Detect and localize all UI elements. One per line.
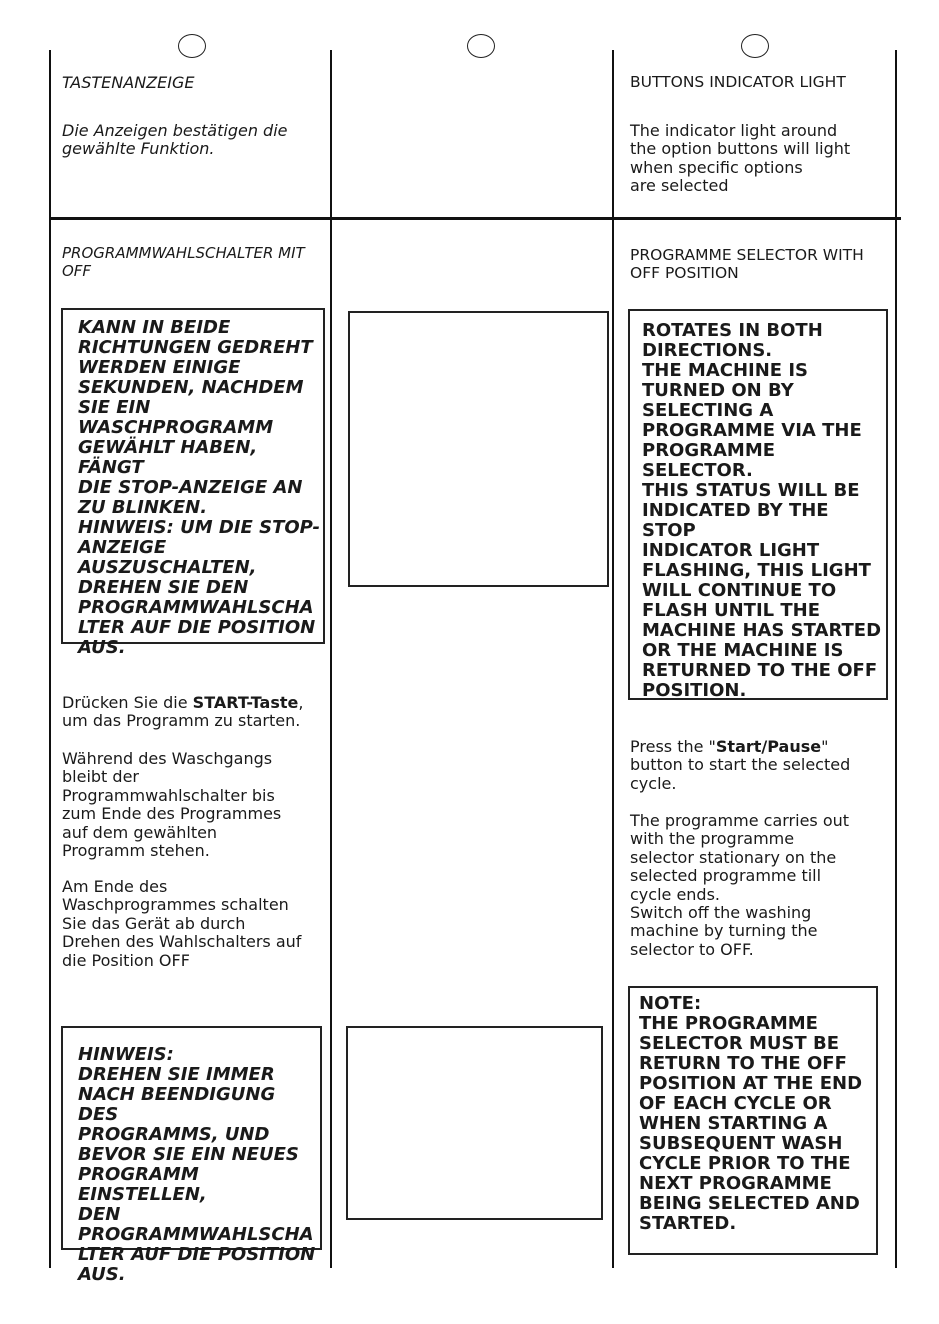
warning-line: AUSZUSCHALTEN, xyxy=(78,557,257,578)
note-line: LTER AUF DIE POSITION xyxy=(78,1244,316,1265)
note-line: THE PROGRAMME xyxy=(639,1013,818,1034)
warning-line: ANZEIGE xyxy=(78,537,167,558)
warning-line: PROGRAMMWAHLSCHA xyxy=(78,597,314,618)
warning-line: WERDEN EINIGE xyxy=(78,357,241,378)
warning-box-de xyxy=(61,308,325,658)
start-instruction-de: Drücken Sie die START-Taste, um das Programm zu starten. xyxy=(62,693,304,731)
note-line: NEXT PROGRAMME xyxy=(639,1173,832,1194)
note-line: PROGRAMMS, UND xyxy=(78,1124,270,1145)
warning-line: SELECTING A xyxy=(642,400,774,421)
warning-line: AUS. xyxy=(78,637,126,658)
warning-line: LTER AUF DIE POSITION xyxy=(78,617,316,638)
text-line: cycle ends. xyxy=(630,884,720,904)
during-wash-text-de xyxy=(62,750,281,860)
text-line: Waschprogrammes schalten xyxy=(62,895,289,915)
text-line: machine by turning the xyxy=(630,921,818,941)
note-line: STARTED. xyxy=(639,1213,737,1234)
note-line: CYCLE PRIOR TO THE xyxy=(639,1153,851,1174)
column-divider-left xyxy=(49,50,51,1268)
note-line: DEN xyxy=(78,1204,121,1225)
warning-line: DIE STOP-ANZEIGE AN xyxy=(78,477,303,498)
note-line: AUS. xyxy=(78,1264,126,1285)
text-line: auf dem gewählten xyxy=(62,822,218,842)
note-line: PROGRAMMWAHLSCHA xyxy=(78,1224,314,1245)
empty-box-middle-top xyxy=(348,311,609,587)
column-divider-middle-left xyxy=(330,50,332,1268)
text-line: are selected xyxy=(630,176,729,196)
warning-line: INDICATOR LIGHT xyxy=(642,540,820,561)
selector-heading-en: PROGRAMME SELECTOR WITH OFF POSITION xyxy=(630,246,864,282)
warning-line: GEWÄHLT HABEN, FÄNGT xyxy=(78,437,258,478)
warning-line: WASCHPROGRAMM xyxy=(78,417,274,438)
warning-box-en xyxy=(628,309,888,700)
text-line: Am Ende des xyxy=(62,877,168,896)
warning-line: RETURNED TO THE OFF xyxy=(642,660,878,681)
note-line: SUBSEQUENT WASH xyxy=(639,1133,843,1154)
warning-line: THE MACHINE IS xyxy=(642,360,809,381)
warning-line: TURNED ON BY xyxy=(642,380,794,401)
warning-line: ZU BLINKEN. xyxy=(78,497,208,518)
warning-line: FLASHING, THIS LIGHT xyxy=(642,560,871,581)
warning-line: MACHINE HAS STARTED xyxy=(642,620,882,641)
text-line: the option buttons will light xyxy=(630,139,851,159)
warning-line: RICHTUNGEN GEDREHT xyxy=(78,337,313,358)
note-line: HINWEIS: xyxy=(78,1044,174,1065)
warning-line: SEKUNDEN, NACHDEM xyxy=(78,377,304,398)
empty-box-middle-bottom xyxy=(346,1026,603,1220)
text-line: Sie das Gerät ab durch xyxy=(62,913,246,933)
column-divider-right xyxy=(895,50,897,1268)
start-instruction-en: Press the "Start/Pause" button to start the selected cycle. xyxy=(630,737,851,793)
warning-line: OR THE MACHINE IS xyxy=(642,640,844,661)
warning-line: KANN IN BEIDE xyxy=(78,317,231,338)
buttons-heading-de: TASTENANZEIGE xyxy=(62,73,195,92)
text-line: die Position OFF xyxy=(62,950,190,970)
note-line: PROGRAMM EINSTELLEN, xyxy=(78,1164,207,1205)
text-line: Während des Waschgangs xyxy=(62,749,273,768)
warning-line: PROGRAMME xyxy=(642,440,776,461)
note-line: SELECTOR MUST BE xyxy=(639,1033,839,1054)
end-wash-text-de xyxy=(62,878,301,970)
warning-line: SELECTOR. xyxy=(642,460,753,481)
note-line: WHEN STARTING A xyxy=(639,1113,828,1134)
warning-line: FLASH UNTIL THE xyxy=(642,600,821,621)
text-line: when specific options xyxy=(630,157,803,177)
text-line: Switch off the washing xyxy=(630,903,812,923)
section-divider xyxy=(49,217,901,220)
note-line: DREHEN SIE IMMER xyxy=(78,1064,275,1085)
buttons-text-en xyxy=(630,122,850,196)
text-line: Drehen des Wahlschalters auf xyxy=(62,932,302,952)
warning-line: THIS STATUS WILL BE xyxy=(642,480,860,501)
warning-line: PROGRAMME VIA THE xyxy=(642,420,862,441)
warning-line: HINWEIS: UM DIE STOP- xyxy=(78,517,320,538)
text-line: selector to OFF. xyxy=(630,939,754,959)
language-marker-en xyxy=(741,34,769,58)
note-line: POSITION AT THE END xyxy=(639,1073,863,1094)
note-line: OF EACH CYCLE OR xyxy=(639,1093,832,1114)
note-box-en xyxy=(628,986,878,1255)
warning-line: DIRECTIONS. xyxy=(642,340,773,361)
text-line: bleibt der xyxy=(62,767,139,787)
text-line: zum Ende des Programmes xyxy=(62,804,282,824)
note-line: BEING SELECTED AND xyxy=(639,1193,860,1214)
note-line: NACH BEENDIGUNG DES xyxy=(78,1084,276,1125)
warning-line: POSITION. xyxy=(642,680,747,701)
warning-line: DREHEN SIE DEN xyxy=(78,577,249,598)
warning-line: SIE EIN xyxy=(78,397,151,418)
note-line: BEVOR SIE EIN NEUES xyxy=(78,1144,299,1165)
text-line: with the programme xyxy=(630,829,795,849)
text-line: selected programme till xyxy=(630,866,822,886)
selector-heading-de: PROGRAMMWAHLSCHALTER MIT OFF xyxy=(62,244,305,280)
text-line: selector stationary on the xyxy=(630,847,837,867)
warning-line: ROTATES IN BOTH xyxy=(642,320,823,341)
buttons-text-de: Die Anzeigen bestätigen die gewählte Funktion. xyxy=(62,121,288,158)
note-line: RETURN TO THE OFF xyxy=(639,1053,847,1074)
text-line: The indicator light around xyxy=(630,121,838,140)
warning-line: WILL CONTINUE TO xyxy=(642,580,837,601)
text-line: The programme carries out xyxy=(630,811,850,830)
language-marker-middle xyxy=(467,34,495,58)
buttons-heading-en: BUTTONS INDICATOR LIGHT xyxy=(630,73,846,91)
text-line: Programmwahlschalter bis xyxy=(62,785,275,805)
language-marker-de xyxy=(178,34,206,58)
column-divider-middle-right xyxy=(612,50,614,1268)
note-box-de xyxy=(61,1026,322,1285)
note-line: NOTE: xyxy=(639,993,702,1014)
warning-line: INDICATED BY THE STOP xyxy=(642,500,829,541)
carries-out-text-en xyxy=(630,812,849,959)
text-line: Programm stehen. xyxy=(62,841,210,861)
